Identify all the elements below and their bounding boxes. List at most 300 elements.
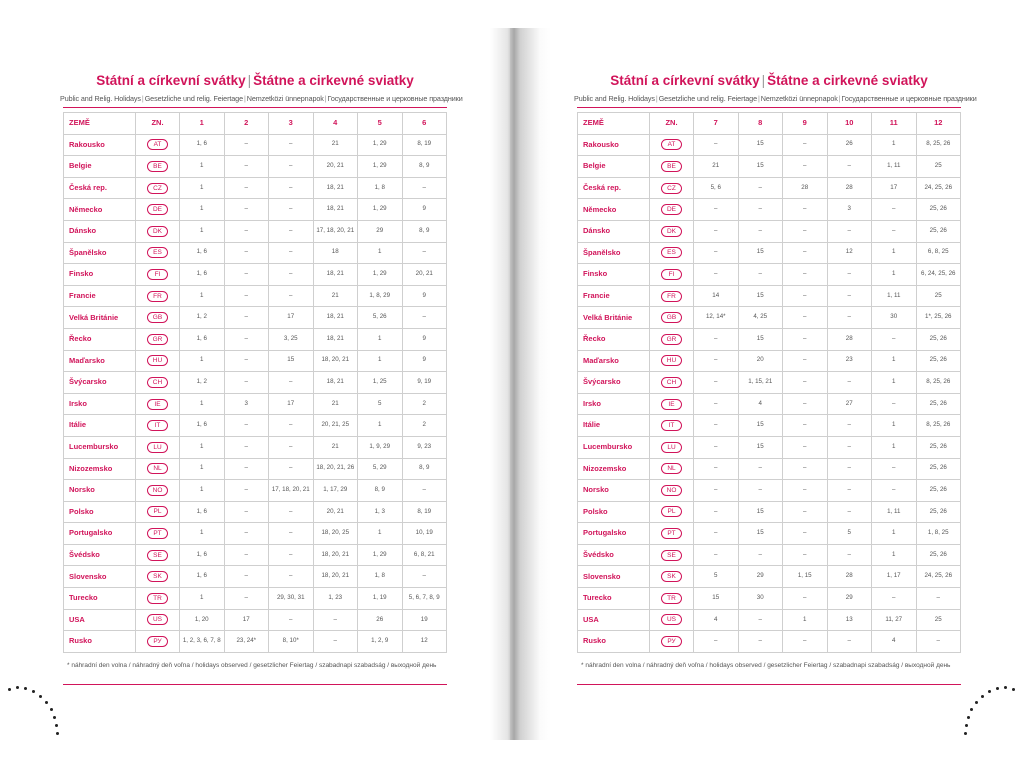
holiday-dates-cell: – [224, 544, 269, 566]
country-code-badge: AT [147, 139, 168, 150]
holiday-dates-cell: – [224, 415, 269, 437]
holiday-dates-cell: 17 [872, 177, 917, 199]
holiday-dates-cell: 1, 17 [872, 566, 917, 588]
holiday-dates-cell: 2 [402, 415, 447, 437]
holiday-dates-cell: 1, 8, 25 [916, 523, 961, 545]
country-name: Belgie [578, 156, 650, 178]
table-row [578, 220, 961, 242]
country-name: Maďarsko [64, 350, 136, 372]
holiday-dates-cell: – [783, 415, 828, 437]
holiday-dates-cell: 1 [358, 242, 403, 264]
holiday-dates-cell: 4 [738, 393, 783, 415]
holiday-dates-cell: 25 [916, 156, 961, 178]
holiday-dates-cell: 18, 20, 21 [313, 566, 358, 588]
column-header-month: 8 [738, 113, 783, 135]
country-name: Rusko [64, 631, 136, 653]
country-name: Slovensko [64, 566, 136, 588]
holiday-dates-cell: 1, 6 [180, 328, 225, 350]
holiday-dates-cell: – [872, 480, 917, 502]
holiday-dates-cell: – [783, 480, 828, 502]
table-row [578, 134, 961, 156]
holiday-dates-cell: – [269, 220, 314, 242]
holiday-dates-cell: 5 [694, 566, 739, 588]
holiday-dates-cell: – [224, 285, 269, 307]
holiday-dates-cell: 21 [313, 134, 358, 156]
country-name: Slovensko [578, 566, 650, 588]
subtitle-ru: Государственные и церковные праздники [327, 94, 463, 103]
table-row [64, 220, 447, 242]
holiday-dates-cell: 8, 9 [358, 480, 403, 502]
holiday-dates-cell: 1 [872, 242, 917, 264]
holiday-dates-cell: – [783, 501, 828, 523]
holiday-dates-cell: 18, 20, 21 [313, 544, 358, 566]
holiday-dates-cell: – [224, 177, 269, 199]
holiday-dates-cell: 1, 17, 29 [313, 480, 358, 502]
holiday-dates-cell: – [402, 566, 447, 588]
country-code-badge: BE [147, 161, 168, 172]
holiday-dates-cell: 1 [872, 544, 917, 566]
holiday-dates-cell: – [224, 156, 269, 178]
column-header-month: 12 [916, 113, 961, 135]
holiday-dates-cell: 9 [402, 285, 447, 307]
country-name: Německo [64, 199, 136, 221]
table-row [578, 264, 961, 286]
country-code-cell [136, 609, 180, 631]
holiday-dates-cell: 1 [180, 285, 225, 307]
title-czech: Státní a církevní svátky [610, 73, 760, 88]
country-code-cell [650, 631, 694, 653]
holiday-dates-cell: 1, 8 [358, 566, 403, 588]
holiday-dates-cell: – [827, 372, 872, 394]
holiday-dates-cell: 17 [269, 393, 314, 415]
country-code-cell [650, 480, 694, 502]
holiday-dates-cell: 4, 25 [738, 307, 783, 329]
subtitle-separator: | [324, 94, 327, 103]
country-code-cell [136, 501, 180, 523]
holiday-dates-cell: 15 [738, 285, 783, 307]
holiday-dates-cell: – [783, 631, 828, 653]
holiday-dates-cell: 1 [783, 609, 828, 631]
country-name: Norsko [578, 480, 650, 502]
country-name: Dánsko [64, 220, 136, 242]
country-name: Německo [578, 199, 650, 221]
holiday-dates-cell: 15 [738, 501, 783, 523]
country-code-badge: NL [661, 463, 682, 474]
left-page-title [60, 73, 450, 88]
country-name: Rakousko [64, 134, 136, 156]
country-name: Irsko [64, 393, 136, 415]
holiday-dates-cell: 1, 6 [180, 264, 225, 286]
country-code-cell [136, 544, 180, 566]
country-name: Irsko [578, 393, 650, 415]
holiday-dates-cell: 8, 25, 26 [916, 372, 961, 394]
country-name: Nizozemsko [578, 458, 650, 480]
left-header-rule [63, 107, 447, 108]
holiday-dates-cell: – [783, 199, 828, 221]
country-code-cell [136, 436, 180, 458]
country-name: Nizozemsko [64, 458, 136, 480]
table-row [64, 285, 447, 307]
holiday-dates-cell: 1, 8, 29 [358, 285, 403, 307]
holiday-dates-cell: – [694, 544, 739, 566]
holiday-dates-cell: – [783, 264, 828, 286]
holiday-dates-cell: – [224, 588, 269, 610]
column-header-code: ZN. [136, 113, 180, 135]
holiday-dates-cell: 25 [916, 285, 961, 307]
holiday-dates-cell: 1, 9, 29 [358, 436, 403, 458]
country-name: Belgie [64, 156, 136, 178]
holiday-dates-cell: 30 [872, 307, 917, 329]
country-code-cell [650, 566, 694, 588]
table-row [578, 609, 961, 631]
column-header-code: ZN. [650, 113, 694, 135]
holiday-dates-cell: – [269, 501, 314, 523]
country-code-badge: TR [147, 593, 168, 604]
table-row [64, 501, 447, 523]
holiday-dates-cell: 21 [313, 393, 358, 415]
holiday-dates-cell: 9 [402, 199, 447, 221]
holiday-dates-cell: 15 [738, 242, 783, 264]
holiday-dates-cell: – [224, 350, 269, 372]
holiday-dates-cell: 20, 21 [313, 501, 358, 523]
country-name: Itálie [578, 415, 650, 437]
country-code-cell [136, 264, 180, 286]
right-footnote: * náhradní den volna / náhradný deň voľna / holidays observed / gesetzlicher Feiertag / szabadnapi szabadság / выходной день [581, 662, 951, 669]
holiday-dates-cell: 1 [180, 350, 225, 372]
holiday-dates-cell: 8, 9 [402, 220, 447, 242]
table-row [64, 307, 447, 329]
holiday-dates-cell: 1*, 25, 26 [916, 307, 961, 329]
subtitle-separator: | [655, 94, 658, 103]
holiday-dates-cell: – [224, 134, 269, 156]
holiday-dates-cell: 20 [738, 350, 783, 372]
column-header-month: 11 [872, 113, 917, 135]
holiday-dates-cell: 18, 21 [313, 177, 358, 199]
holiday-dates-cell: 12 [827, 242, 872, 264]
holiday-dates-cell: 15 [694, 588, 739, 610]
holiday-dates-cell: 1, 2, 3, 6, 7, 8 [180, 631, 225, 653]
table-row [578, 631, 961, 653]
country-code-badge: GR [147, 334, 168, 345]
holiday-dates-cell: 28 [783, 177, 828, 199]
holiday-dates-cell: 8, 19 [402, 501, 447, 523]
country-code-badge: IT [661, 420, 682, 431]
table-row [64, 631, 447, 653]
holiday-dates-cell: 28 [827, 328, 872, 350]
holiday-dates-cell: 25, 26 [916, 436, 961, 458]
holiday-dates-cell: 13 [827, 609, 872, 631]
table-row [578, 328, 961, 350]
holiday-dates-cell: 1, 20 [180, 609, 225, 631]
country-code-cell [650, 307, 694, 329]
holiday-dates-cell: – [269, 436, 314, 458]
holiday-dates-cell: 21 [313, 436, 358, 458]
holiday-dates-cell: 1 [358, 350, 403, 372]
country-name: Švýcarsko [64, 372, 136, 394]
holiday-dates-cell: 1, 29 [358, 264, 403, 286]
country-code-badge: US [661, 614, 682, 625]
country-code-badge: PT [661, 528, 682, 539]
holiday-dates-cell: 12 [402, 631, 447, 653]
holiday-dates-cell: 25, 26 [916, 458, 961, 480]
country-code-cell [136, 307, 180, 329]
holiday-dates-cell: – [224, 523, 269, 545]
title-slovak: Štátne a cirkevné sviatky [767, 73, 928, 88]
holiday-dates-cell: 1 [358, 523, 403, 545]
country-code-badge: РУ [661, 636, 682, 647]
table-row [578, 523, 961, 545]
country-code-badge: CZ [661, 183, 682, 194]
holiday-dates-cell: 17, 18, 20, 21 [269, 480, 314, 502]
title-separator: | [247, 73, 252, 88]
holiday-dates-cell: – [269, 156, 314, 178]
holiday-dates-cell: 8, 25, 26 [916, 415, 961, 437]
country-name: Itálie [64, 415, 136, 437]
holiday-dates-cell: 1, 29 [358, 544, 403, 566]
holiday-dates-cell: 1 [180, 523, 225, 545]
holiday-dates-cell: – [694, 523, 739, 545]
country-code-cell [136, 134, 180, 156]
table-row [578, 177, 961, 199]
holiday-dates-cell: – [783, 523, 828, 545]
holiday-dates-cell: – [694, 480, 739, 502]
holiday-dates-cell: 18, 20, 25 [313, 523, 358, 545]
holiday-dates-cell: – [224, 242, 269, 264]
right-decorative-dots [962, 684, 1018, 740]
holiday-dates-cell: 1 [872, 264, 917, 286]
holiday-dates-cell: 1, 8 [358, 177, 403, 199]
holiday-dates-cell: – [402, 242, 447, 264]
table-row [64, 480, 447, 502]
country-name: Polsko [578, 501, 650, 523]
holiday-dates-cell: 18, 21 [313, 307, 358, 329]
country-code-badge: LU [147, 442, 168, 453]
holiday-dates-cell: 9 [402, 350, 447, 372]
title-slovak: Štátne a cirkevné sviatky [253, 73, 414, 88]
country-name: Velká Británie [578, 307, 650, 329]
holiday-dates-cell: 1 [358, 415, 403, 437]
right-header-rule [577, 107, 961, 108]
holiday-dates-cell: 8, 10* [269, 631, 314, 653]
holiday-dates-cell: – [738, 631, 783, 653]
table-header-row [64, 113, 447, 135]
holiday-dates-cell: 15 [738, 415, 783, 437]
holiday-dates-cell: – [694, 631, 739, 653]
country-code-cell [650, 328, 694, 350]
column-header-month: 4 [313, 113, 358, 135]
holiday-dates-cell: 23 [827, 350, 872, 372]
holiday-dates-cell: 28 [827, 566, 872, 588]
holiday-dates-cell: – [694, 372, 739, 394]
country-code-badge: LU [661, 442, 682, 453]
table-row [578, 436, 961, 458]
country-code-badge: CH [661, 377, 682, 388]
holiday-dates-cell: 1 [180, 436, 225, 458]
holiday-dates-cell: – [224, 307, 269, 329]
holiday-dates-cell: – [694, 220, 739, 242]
table-row [578, 393, 961, 415]
table-row [578, 566, 961, 588]
right-page-subtitle [574, 94, 977, 103]
holiday-dates-cell: 1 [180, 480, 225, 502]
holiday-dates-cell: – [827, 501, 872, 523]
holiday-dates-cell: – [269, 415, 314, 437]
table-header-row [578, 113, 961, 135]
column-header-month: 7 [694, 113, 739, 135]
holiday-dates-cell: 24, 25, 26 [916, 177, 961, 199]
holiday-dates-cell: 25, 26 [916, 199, 961, 221]
column-header-month: 6 [402, 113, 447, 135]
subtitle-de: Gesetzliche und relig. Feiertage [658, 94, 757, 103]
holiday-dates-cell: 26 [358, 609, 403, 631]
country-code-badge: GR [661, 334, 682, 345]
holiday-dates-cell: – [694, 134, 739, 156]
holiday-dates-cell: – [224, 199, 269, 221]
table-row [64, 177, 447, 199]
holiday-dates-cell: 12, 14* [694, 307, 739, 329]
holiday-dates-cell: 1, 2 [180, 372, 225, 394]
country-name: Španělsko [578, 242, 650, 264]
holiday-dates-cell: – [694, 199, 739, 221]
holiday-dates-cell: 1, 29 [358, 199, 403, 221]
country-code-badge: NO [147, 485, 168, 496]
holiday-dates-cell: – [783, 458, 828, 480]
holiday-dates-cell: – [827, 480, 872, 502]
holiday-dates-cell: – [269, 242, 314, 264]
left-footnote: * náhradní den volna / náhradný deň voľna / holidays observed / gesetzlicher Feiertag / szabadnapi szabadság / выходной день [67, 662, 437, 669]
holiday-dates-cell: – [694, 501, 739, 523]
holiday-dates-cell: – [872, 220, 917, 242]
country-code-badge: CZ [147, 183, 168, 194]
holiday-dates-cell: – [783, 393, 828, 415]
country-code-badge: FI [147, 269, 168, 280]
country-code-badge: HU [147, 355, 168, 366]
country-code-badge: BE [661, 161, 682, 172]
country-code-cell [650, 199, 694, 221]
holiday-dates-cell: – [224, 436, 269, 458]
country-name: Rakousko [578, 134, 650, 156]
holiday-dates-cell: 29 [738, 566, 783, 588]
country-code-badge: CH [147, 377, 168, 388]
country-code-cell [650, 544, 694, 566]
column-header-month: 5 [358, 113, 403, 135]
holiday-dates-cell: – [827, 415, 872, 437]
country-code-badge: IE [147, 399, 168, 410]
holiday-dates-cell: 1, 6 [180, 566, 225, 588]
table-row [578, 242, 961, 264]
table-row [64, 393, 447, 415]
holiday-dates-cell: 5, 29 [358, 458, 403, 480]
country-code-cell [650, 588, 694, 610]
holiday-dates-cell: 25, 26 [916, 501, 961, 523]
holiday-dates-cell: 1, 25 [358, 372, 403, 394]
holiday-dates-cell: 25, 26 [916, 393, 961, 415]
holiday-dates-cell: – [224, 220, 269, 242]
holiday-dates-cell: 29, 30, 31 [269, 588, 314, 610]
holiday-dates-cell: 5, 6, 7, 8, 9 [402, 588, 447, 610]
table-row [64, 458, 447, 480]
holiday-dates-cell: 1, 29 [358, 156, 403, 178]
table-row [64, 588, 447, 610]
holiday-dates-cell: – [827, 307, 872, 329]
holiday-dates-cell: 9, 23 [402, 436, 447, 458]
holiday-dates-cell: – [402, 307, 447, 329]
holiday-dates-cell: – [694, 350, 739, 372]
country-code-cell [136, 285, 180, 307]
country-code-badge: SE [661, 550, 682, 561]
country-code-cell [136, 588, 180, 610]
holiday-dates-cell: 20, 21 [313, 156, 358, 178]
holiday-dates-cell: 2 [402, 393, 447, 415]
holiday-dates-cell: 1, 2, 9 [358, 631, 403, 653]
holiday-dates-cell: – [694, 458, 739, 480]
holiday-dates-cell: – [269, 134, 314, 156]
holiday-dates-cell: – [783, 285, 828, 307]
holiday-dates-cell: 1 [180, 588, 225, 610]
holiday-dates-cell: 20, 21, 25 [313, 415, 358, 437]
table-row [578, 544, 961, 566]
holiday-dates-cell: – [783, 220, 828, 242]
holiday-dates-cell: – [694, 415, 739, 437]
country-code-badge: DE [147, 204, 168, 215]
holiday-dates-cell: 1 [180, 220, 225, 242]
holiday-dates-cell: – [269, 458, 314, 480]
country-code-cell [136, 372, 180, 394]
holiday-dates-cell: 25, 26 [916, 480, 961, 502]
holiday-dates-cell: 1 [872, 134, 917, 156]
holiday-dates-cell: 1 [872, 523, 917, 545]
country-code-cell [650, 285, 694, 307]
holiday-dates-cell: 15 [738, 328, 783, 350]
holiday-dates-cell: 1, 11 [872, 501, 917, 523]
holiday-dates-cell: 1, 11 [872, 285, 917, 307]
holiday-dates-cell: 1, 6 [180, 134, 225, 156]
table-row [578, 156, 961, 178]
holiday-dates-cell: – [269, 264, 314, 286]
holiday-dates-cell: 18, 21 [313, 372, 358, 394]
country-code-badge: DK [661, 226, 682, 237]
country-code-cell [136, 480, 180, 502]
table-row [578, 199, 961, 221]
country-code-badge: IE [661, 399, 682, 410]
column-header-month: 10 [827, 113, 872, 135]
subtitle-separator: | [243, 94, 246, 103]
holiday-dates-cell: 21 [694, 156, 739, 178]
holiday-dates-cell: – [269, 566, 314, 588]
holiday-dates-cell: – [783, 134, 828, 156]
holiday-dates-cell: – [738, 480, 783, 502]
left-footer-rule [63, 684, 447, 685]
left-decorative-dots [6, 684, 62, 740]
holiday-dates-cell: – [783, 156, 828, 178]
country-code-cell [650, 523, 694, 545]
holiday-dates-cell: – [827, 264, 872, 286]
holiday-dates-cell: – [916, 588, 961, 610]
table-row [578, 285, 961, 307]
holiday-dates-cell: – [783, 436, 828, 458]
holiday-dates-cell: 26 [827, 134, 872, 156]
table-row [64, 609, 447, 631]
country-code-cell [650, 156, 694, 178]
left-holidays-table [63, 112, 447, 653]
holiday-dates-cell: – [402, 177, 447, 199]
column-header-month: 2 [224, 113, 269, 135]
holiday-dates-cell: 1, 15 [783, 566, 828, 588]
holiday-dates-cell: 5, 26 [358, 307, 403, 329]
holiday-dates-cell: – [694, 393, 739, 415]
table-row [578, 415, 961, 437]
country-code-cell [650, 264, 694, 286]
